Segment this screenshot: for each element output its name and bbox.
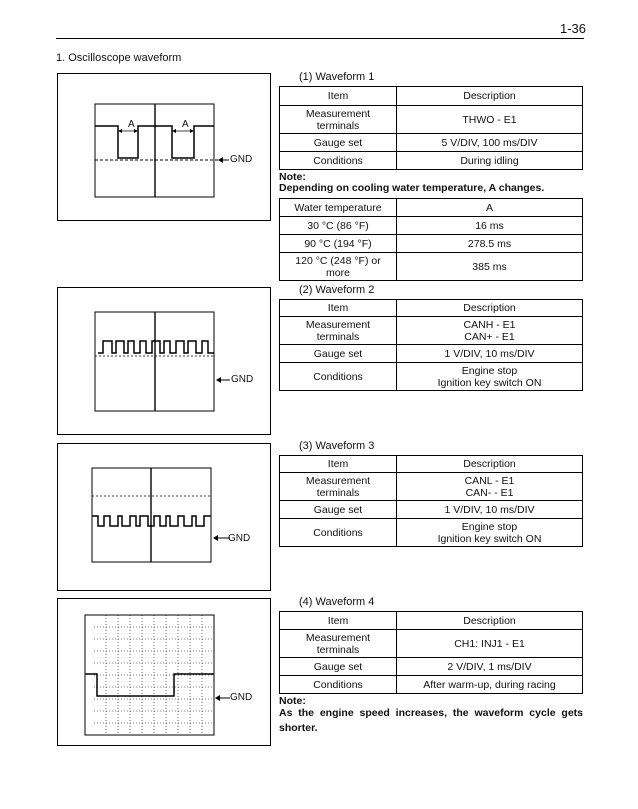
scope-grid	[85, 615, 214, 735]
waveform-3-heading: (3) Waveform 3	[299, 440, 375, 452]
waveform-4-panel	[57, 598, 271, 746]
table-cell: Measurement terminals	[280, 106, 397, 134]
table-cell: Measurement terminals	[280, 317, 397, 345]
marker-a-label: A	[128, 119, 135, 130]
table-header-description: Description	[397, 612, 583, 630]
table-header-description: Description	[397, 456, 583, 473]
table-header-water-temperature: Water temperature	[280, 199, 397, 217]
waveform-4-trace	[85, 674, 214, 696]
waveform-1-table	[279, 86, 583, 170]
waveform-1-heading: (1) Waveform 1	[299, 71, 375, 83]
marker-a-label: A	[182, 119, 189, 130]
waveform-3-table	[279, 455, 583, 547]
table-cell: Gauge set	[280, 345, 397, 363]
water-temperature-table	[279, 198, 583, 281]
waveform-1-panel	[57, 73, 271, 221]
table-cell: Gauge set	[280, 658, 397, 676]
waveform-3-panel	[57, 443, 271, 591]
waveform-2-trace	[98, 341, 214, 353]
table-cell: 1 V/DIV, 10 ms/DIV	[397, 501, 583, 519]
gnd-label: GND	[231, 374, 254, 385]
gnd-arrow-head	[216, 377, 221, 383]
section-title: 1. Oscilloscope waveform	[56, 52, 182, 64]
table-cell: Gauge set	[280, 501, 397, 519]
waveform-1-scope	[58, 74, 270, 220]
gnd-label: GND	[230, 154, 253, 165]
table-cell: Engine stop Ignition key switch ON	[397, 519, 583, 547]
table-cell: 5 V/DIV, 100 ms/DIV	[397, 134, 583, 152]
table-header-description: Description	[397, 300, 583, 317]
scope-grid-lines	[94, 615, 214, 735]
table-cell: 16 ms	[397, 217, 583, 235]
waveform-2-table	[279, 299, 583, 391]
table-cell: Conditions	[280, 152, 397, 170]
table-header-a: A	[397, 199, 583, 217]
table-cell: After warm-up, during racing	[397, 676, 583, 694]
table-cell: 90 °C (194 °F)	[280, 235, 397, 253]
table-header-item: Item	[280, 612, 397, 630]
table-cell: Conditions	[280, 676, 397, 694]
gnd-arrow-head	[218, 157, 223, 163]
table-cell: CH1: INJ1 - E1	[397, 630, 583, 658]
note-title: Note:	[279, 695, 306, 707]
table-cell: Conditions	[280, 363, 397, 391]
waveform-4-scope	[58, 599, 270, 745]
note-text: Depending on cooling water temperature, A changes.	[279, 182, 545, 194]
table-header-item: Item	[280, 87, 397, 106]
table-cell: Measurement terminals	[280, 473, 397, 501]
table-cell: Engine stop Ignition key switch ON	[397, 363, 583, 391]
waveform-2-scope	[58, 288, 270, 434]
header-rule	[56, 38, 584, 39]
table-cell: CANH - E1 CAN+ - E1	[397, 317, 583, 345]
table-cell: 30 °C (86 °F)	[280, 217, 397, 235]
table-cell: 2 V/DIV, 1 ms/DIV	[397, 658, 583, 676]
waveform-2-heading: (2) Waveform 2	[299, 284, 375, 296]
table-cell: 278.5 ms	[397, 235, 583, 253]
gnd-label: GND	[230, 692, 253, 703]
waveform-2-panel	[57, 287, 271, 435]
table-cell: Measurement terminals	[280, 630, 397, 658]
table-header-item: Item	[280, 300, 397, 317]
table-cell: Gauge set	[280, 134, 397, 152]
table-cell: During idling	[397, 152, 583, 170]
table-header-item: Item	[280, 456, 397, 473]
table-cell: 120 °C (248 °F) or more	[280, 253, 397, 281]
table-cell: THWO - E1	[397, 106, 583, 134]
table-header-description: Description	[397, 87, 583, 106]
page-number: 1-36	[560, 21, 587, 36]
gnd-arrow-head	[215, 695, 220, 701]
note-title: Note:	[279, 171, 306, 183]
waveform-3-scope	[58, 444, 270, 590]
gnd-label: GND	[228, 533, 251, 544]
note-text: As the engine speed increases, the waveform cycle gets shorter.	[279, 707, 583, 734]
gnd-arrow-head	[213, 535, 218, 541]
table-cell: Conditions	[280, 519, 397, 547]
table-cell: 385 ms	[397, 253, 583, 281]
table-cell: CANL - E1 CAN- - E1	[397, 473, 583, 501]
waveform-4-heading: (4) Waveform 4	[299, 596, 375, 608]
table-cell: 1 V/DIV, 10 ms/DIV	[397, 345, 583, 363]
waveform-4-table	[279, 611, 583, 694]
